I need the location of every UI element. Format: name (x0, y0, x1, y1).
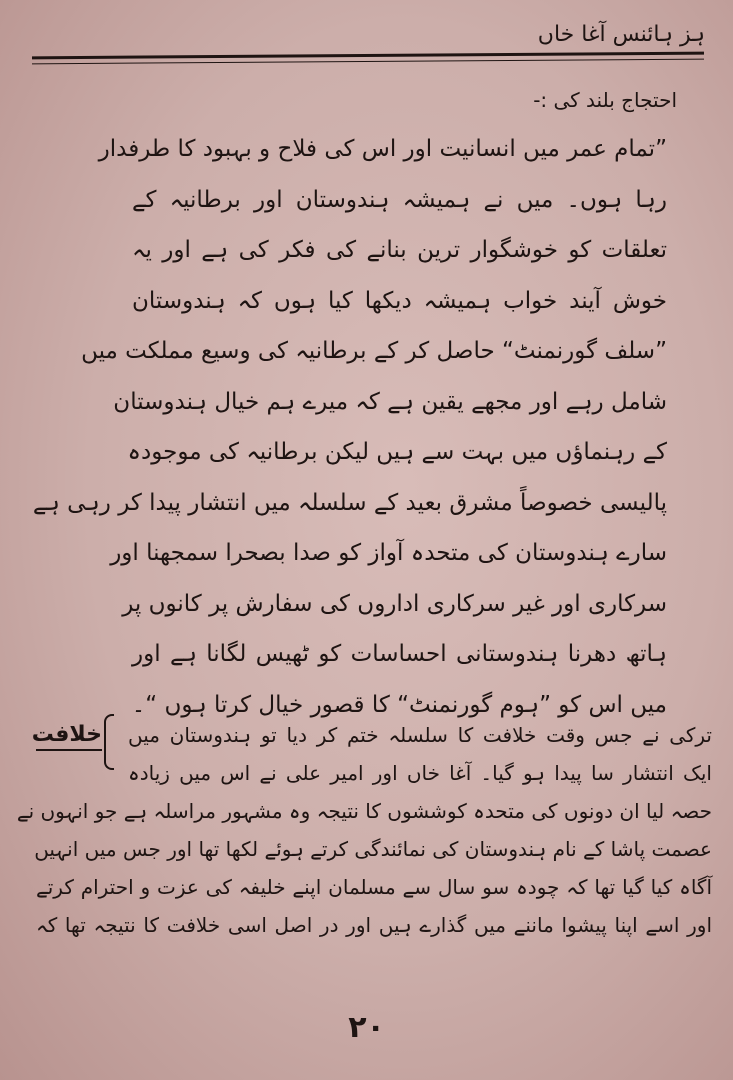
body-line: ترکی نے جس وقت خلافت کا سلسلہ ختم کر دیا تو ہندوستان میں (128, 723, 712, 747)
intro-line: احتجاج بلند کی :- (533, 88, 677, 112)
quote-line: ”تمام عمر میں انسانیت اور اس کی فلاح و بہبود کا طرفدار (98, 136, 667, 162)
quote-line: ”سلف گورنمنٹ“ حاصل کر کے برطانیہ کی وسیع مملکت میں (81, 338, 667, 364)
quote-line: پالیسی خصوصاً مشرق بعید کے سلسلہ میں انتشار پیدا کر رہی ہے (32, 489, 667, 516)
quoted-passage (32, 124, 667, 730)
page-number: ۲۰ (348, 1010, 385, 1045)
section-heading-khilafat: خلافت (36, 722, 102, 751)
quote-line: خوش آیند خواب ہمیشہ دیکھا کیا ہوں کہ ہندوستان (132, 287, 667, 314)
body-line: اور اسے اپنا پیشوا ماننے میں گذارے ہیں اور در اصل اسی خلافت کا نتیجہ تھا کہ (36, 913, 712, 937)
quote-line: ہاتھ دھرنا ہندوستانی احساسات کو ٹھیس لگانا ہے اور (132, 641, 667, 667)
quote-line: تعلقات کو خوشگوار ترین بنانے کی فکر کی ہے اور یہ (132, 237, 667, 263)
quote-line: کے رہنماؤں میں بہت سے ہیں لیکن برطانیہ کی موجودہ (127, 439, 667, 465)
header-rule-thick (32, 52, 704, 60)
quote-line: شامل رہے اور مجھے یقین ہے کہ میرے ہم خیال ہندوستان (113, 388, 667, 415)
body-paragraph (16, 716, 712, 944)
body-line: ایک انتشار سا پیدا ہو گیا۔ آغا خاں اور امیر علی نے اس میں زیادہ (128, 761, 712, 785)
quote-line: رہا ہوں۔ میں نے ہمیشہ ہندوستان اور برطانیہ کے (132, 186, 667, 213)
header-rule-thin (32, 59, 704, 65)
quote-line: میں اس کو ”ہوم گورنمنٹ“ کا قصور خیال کرتا ہوں “۔ (131, 691, 667, 718)
quote-line: سارے ہندوستان کی متحدہ آواز کو صدا بصحرا سمجھنا اور (110, 540, 667, 566)
body-line: حصہ لیا ان دونوں کی متحدہ کوششوں کا نتیجہ وہ مشہور مراسلہ ہے جو انہوں نے (16, 799, 712, 823)
quote-line: سرکاری اور غیر سرکاری اداروں کی سفارش پر کانوں پر (122, 590, 667, 617)
body-line: آگاہ کیا گیا تھا کہ چودہ سو سال سے مسلمان اپنے خلیفہ کی عزت و احترام کرتے (36, 875, 712, 899)
running-header: ہز ہائنس آغا خاں (537, 22, 705, 47)
body-line: عصمت پاشا کے نام ہندوستان کی نمائندگی کرتے ہوئے لکھا تھا اور جس میں انہیں (34, 837, 712, 861)
